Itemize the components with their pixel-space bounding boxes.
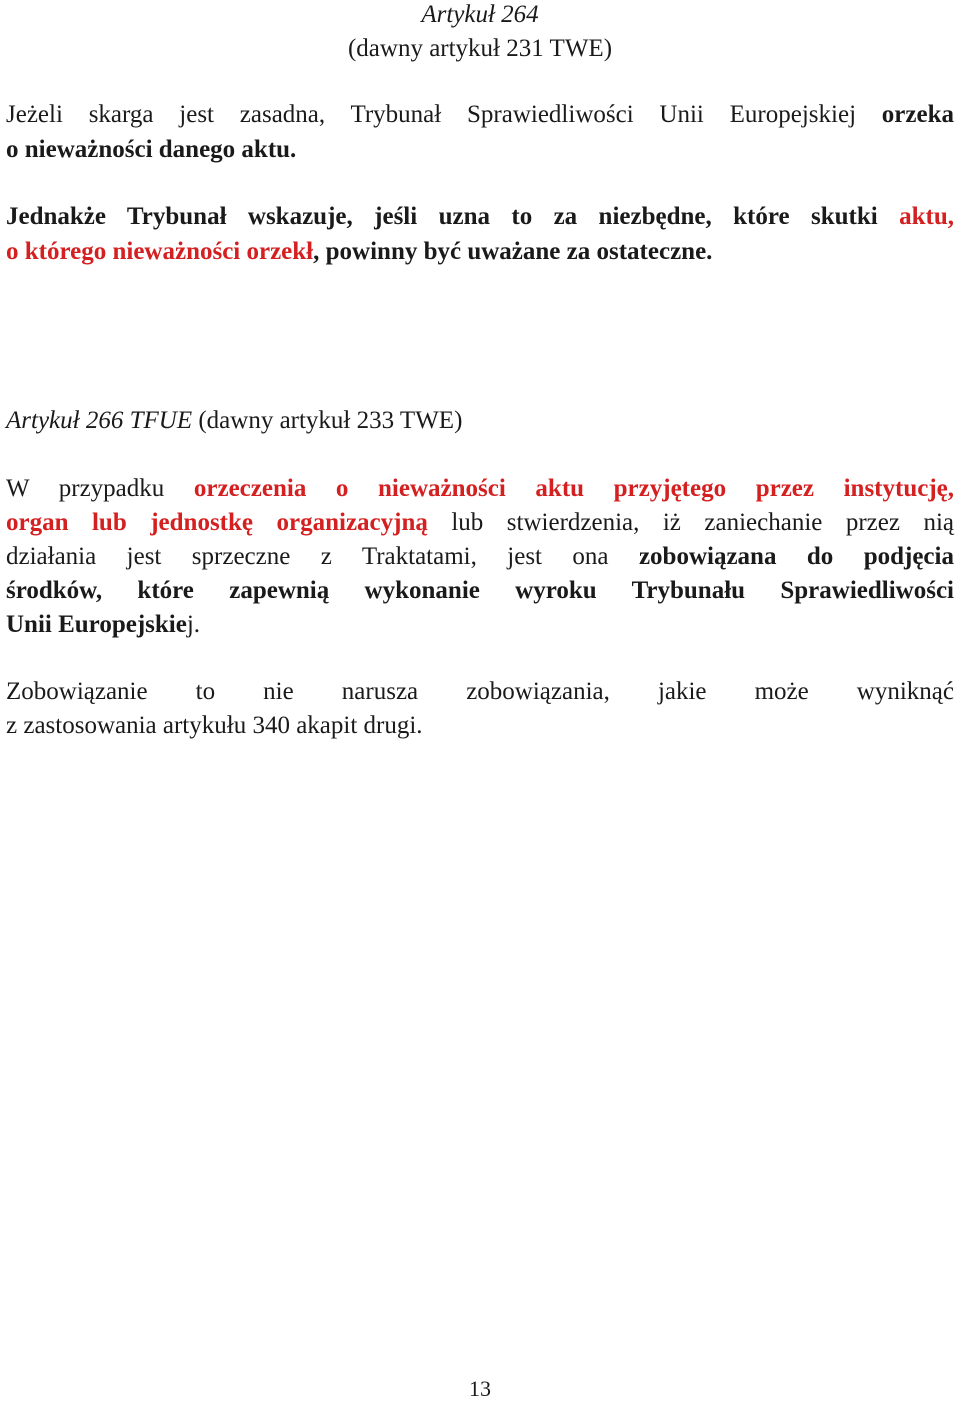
art264-paragraph-2-line-1	[6, 200, 954, 234]
text-run-bold: orzeka	[881, 101, 954, 128]
art266-paragraph-1-line-5	[6, 608, 954, 642]
article-264-title	[0, 0, 960, 32]
art266-paragraph-1-line-4	[6, 574, 954, 608]
text-run: Jeżeli skarga jest zasadna, Trybunał Sprawiedliwości Unii Europejskiej	[6, 101, 882, 128]
text-run: j.	[186, 611, 201, 638]
text-run-red: aktu,	[899, 203, 954, 230]
article-264-subtitle-text: (dawny artykuł 231 TWE)	[347, 35, 613, 62]
text-run-bold: środków, które zapewnią wykonanie wyroku Trybunału Sprawiedliwości	[6, 577, 954, 604]
text-run-red: organ lub jednostkę organizacyjną	[6, 509, 428, 536]
text-run-red: o którego nieważności orzekł	[6, 238, 314, 265]
page-number: 13	[469, 1376, 491, 1401]
text-run-red: orzeczenia o nieważności aktu przyjętego przez instytucję,	[193, 475, 954, 502]
art264-paragraph-2-line-2	[6, 235, 954, 269]
art266-paragraph-1-line-3	[6, 540, 954, 574]
text-run-bold: Jednakże Trybunał wskazuje, jeśli uzna to za niezbędne, które skutki	[6, 203, 900, 230]
art266-paragraph-1-line-2	[6, 506, 954, 540]
article-266-heading-rest: (dawny artykuł 233 TWE)	[192, 407, 463, 434]
text-run: działania jest sprzeczne z Traktatami, jest ona	[6, 543, 639, 570]
article-264-subtitle	[0, 32, 960, 66]
art264-paragraph-1-line-2	[6, 133, 954, 167]
art266-paragraph-2-line-2: z zastosowania artykułu 340 akapit drugi.	[6, 712, 423, 739]
article-266-heading-italic: Artykuł 266 TFUE	[6, 407, 193, 434]
text-run: W przypadku	[6, 475, 194, 502]
art266-paragraph-2-line-1: Zobowiązanie to nie narusza zobowiązania, jakie może wyniknąć	[6, 678, 954, 705]
text-run-bold: zobowiązana do podjęcia	[638, 543, 954, 570]
article-266-heading	[6, 404, 954, 438]
text-run: lub stwierdzenia, iż zaniechanie przez nią	[427, 509, 954, 536]
article-264-title-text: Artykuł 264	[421, 1, 539, 28]
text-run-bold: , powinny być uważane za ostateczne.	[313, 238, 713, 265]
text-run-bold: Unii Europejskie	[6, 611, 187, 638]
text-run-bold: o nieważności danego aktu.	[6, 136, 297, 163]
art264-paragraph-1-line-1	[6, 98, 954, 132]
art266-paragraph-1-line-1	[6, 472, 954, 506]
